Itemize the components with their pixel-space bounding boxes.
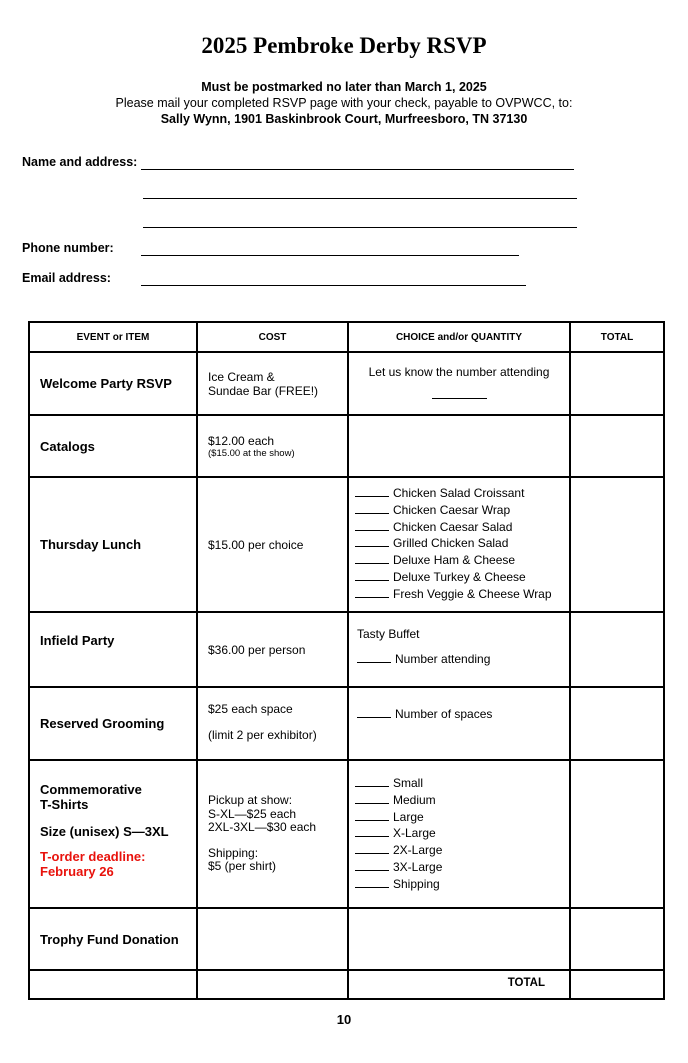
infield-attending[interactable]: Number attending bbox=[357, 651, 563, 668]
event-reserved-grooming: Reserved Grooming bbox=[40, 716, 165, 731]
cost-grooming-line2: (limit 2 per exhibitor) bbox=[208, 728, 317, 742]
event-welcome-party: Welcome Party RSVP bbox=[40, 376, 172, 391]
cost-catalogs: $12.00 each bbox=[208, 433, 275, 448]
total-infield-party[interactable] bbox=[570, 612, 664, 687]
name-address-line-3[interactable] bbox=[143, 227, 577, 228]
name-address-line-1[interactable] bbox=[141, 169, 574, 170]
page-number: 10 bbox=[336, 1012, 352, 1027]
tshirt-option[interactable]: X-Large bbox=[355, 825, 563, 842]
event-tshirts-line1: Commemorative bbox=[40, 782, 142, 797]
total-thursday-lunch[interactable] bbox=[570, 477, 664, 612]
name-address-line-2[interactable] bbox=[143, 198, 577, 199]
event-tshirts-line2: T-Shirts bbox=[40, 797, 89, 812]
tshirt-size: Size (unisex) S—3XL bbox=[40, 824, 169, 839]
total-reserved-grooming[interactable] bbox=[570, 687, 664, 760]
total-welcome[interactable] bbox=[570, 352, 664, 415]
cost-welcome-line1: Ice Cream & bbox=[208, 369, 275, 384]
name-address-label: Name and address: bbox=[22, 155, 138, 169]
event-infield-party: Infield Party bbox=[40, 633, 115, 648]
tshirt-cost-line: S-XL—$25 each bbox=[208, 806, 297, 821]
total-tshirts[interactable] bbox=[570, 760, 664, 908]
tshirt-cost-line: 2XL-3XL—$30 each bbox=[208, 820, 317, 834]
event-trophy-fund: Trophy Fund Donation bbox=[40, 931, 179, 947]
phone-label: Phone number: bbox=[22, 241, 114, 255]
tshirt-deadline-line1: T-order deadline: bbox=[40, 849, 146, 864]
welcome-attending-blank[interactable] bbox=[432, 386, 487, 399]
tshirt-shipping-line: $5 (per shirt) bbox=[208, 859, 277, 873]
cost-thursday-lunch: $15.00 per choice bbox=[208, 537, 304, 552]
table-row bbox=[29, 352, 664, 415]
tshirt-option[interactable]: 3X-Large bbox=[355, 859, 563, 876]
event-thursday-lunch: Thursday Lunch bbox=[40, 537, 142, 552]
total-catalogs[interactable] bbox=[570, 415, 664, 477]
header-event: EVENT or ITEM bbox=[29, 322, 197, 352]
table-row bbox=[29, 415, 664, 477]
email-line[interactable] bbox=[141, 285, 526, 286]
tshirt-option[interactable]: Large bbox=[355, 809, 563, 826]
header-cost: COST bbox=[197, 322, 348, 352]
cost-trophy-fund[interactable] bbox=[197, 908, 348, 970]
tshirt-option[interactable]: Shipping bbox=[355, 876, 563, 893]
header-total: TOTAL bbox=[570, 322, 664, 352]
grand-total-value[interactable] bbox=[570, 970, 664, 999]
table-row bbox=[29, 760, 664, 908]
page-title: 2025 Pembroke Derby RSVP bbox=[201, 33, 487, 58]
table-row bbox=[29, 477, 664, 612]
header-row bbox=[29, 322, 664, 352]
grooming-spaces[interactable]: Number of spaces bbox=[357, 706, 563, 723]
table-row bbox=[29, 908, 664, 970]
cost-catalogs-note: ($15.00 at the show) bbox=[208, 447, 295, 459]
grand-total-label: TOTAL bbox=[507, 977, 545, 989]
tshirt-deadline-line2: February 26 bbox=[40, 864, 114, 879]
tshirt-option[interactable]: Medium bbox=[355, 792, 563, 809]
mail-instructions: Please mail your completed RSVP page with your check, payable to OVPWCC, to: bbox=[115, 96, 573, 110]
header-choice: CHOICE and/or QUANTITY bbox=[348, 322, 570, 352]
mailing-address: Sally Wynn, 1901 Baskinbrook Court, Murfreesboro, TN 37130 bbox=[160, 112, 528, 126]
lunch-option[interactable]: Chicken Caesar Salad bbox=[355, 519, 563, 536]
cost-welcome-line2: Sundae Bar (FREE!) bbox=[208, 383, 319, 398]
total-row bbox=[29, 970, 664, 999]
cost-infield-party: $36.00 per person bbox=[208, 642, 306, 657]
lunch-option[interactable]: Chicken Caesar Wrap bbox=[355, 502, 563, 519]
lunch-option[interactable]: Chicken Salad Croissant bbox=[355, 485, 563, 502]
lunch-option[interactable]: Deluxe Turkey & Cheese bbox=[355, 569, 563, 586]
choice-welcome: Let us know the number attending bbox=[368, 365, 550, 379]
lunch-option[interactable]: Deluxe Ham & Cheese bbox=[355, 552, 563, 569]
table-row bbox=[29, 612, 664, 687]
email-label: Email address: bbox=[22, 271, 111, 285]
rsvp-table bbox=[28, 321, 665, 1000]
event-catalogs: Catalogs bbox=[40, 438, 95, 454]
choice-trophy-fund[interactable] bbox=[348, 908, 570, 970]
table-row bbox=[29, 687, 664, 760]
choice-infield-title: Tasty Buffet bbox=[357, 627, 420, 641]
phone-line[interactable] bbox=[141, 255, 519, 256]
tshirt-shipping-line: Shipping: bbox=[208, 845, 259, 860]
tshirt-option[interactable]: 2X-Large bbox=[355, 842, 563, 859]
cost-grooming-line1: $25 each space bbox=[208, 702, 293, 716]
tshirt-option[interactable]: Small bbox=[355, 775, 563, 792]
total-trophy-fund[interactable] bbox=[570, 908, 664, 970]
lunch-option[interactable]: Grilled Chicken Salad bbox=[355, 535, 563, 552]
choice-catalogs[interactable] bbox=[348, 415, 570, 477]
tshirt-cost-line: Pickup at show: bbox=[208, 793, 293, 807]
lunch-option[interactable]: Fresh Veggie & Cheese Wrap bbox=[355, 586, 563, 603]
postmark-deadline: Must be postmarked no later than March 1, 2025 bbox=[201, 80, 487, 94]
